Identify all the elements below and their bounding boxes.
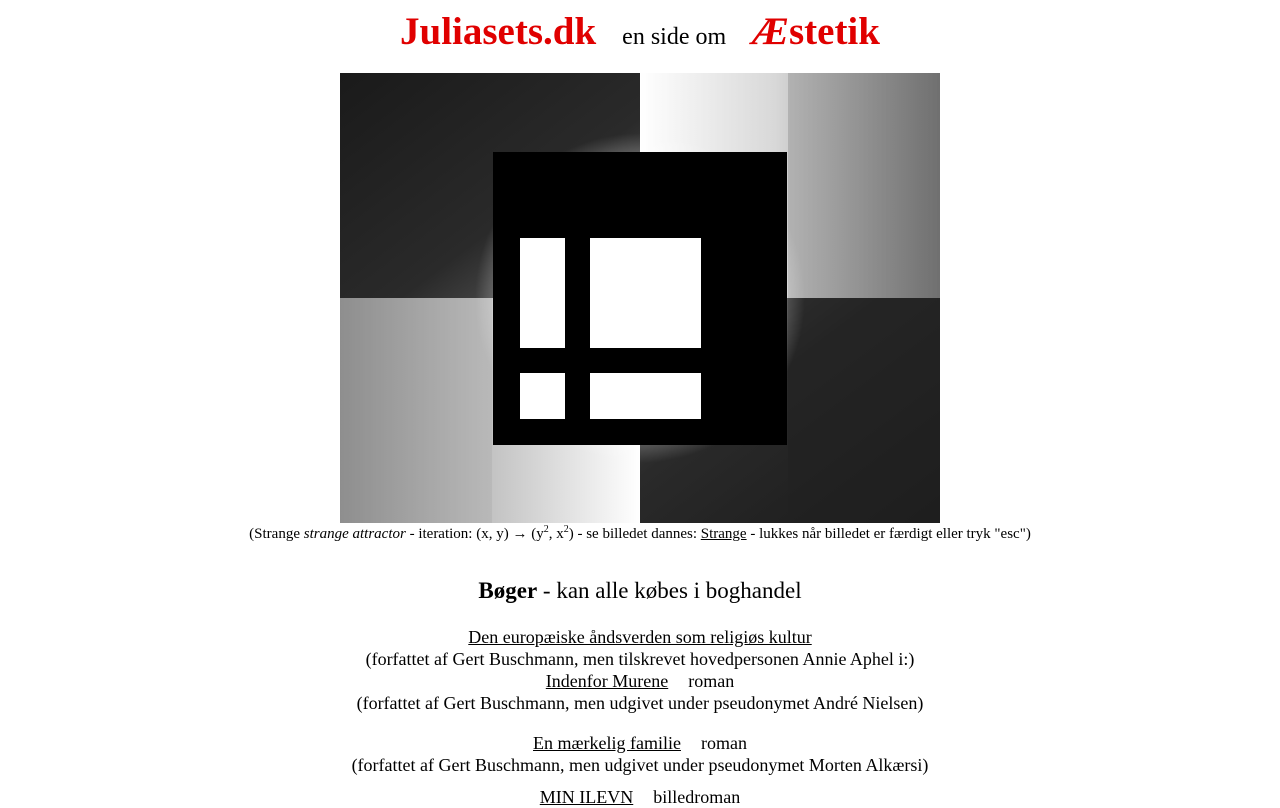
caption-iteration: - iteration: (x, y) — [405, 526, 513, 542]
site-subtitle: en side om — [622, 24, 727, 50]
image-caption — [0, 524, 1280, 543]
strange-attractor-graphic — [340, 73, 940, 523]
strange-attractor-image — [340, 73, 940, 523]
caption-rest: - lukkes når billedet er færdigt eller tryk "esc") — [746, 526, 1031, 542]
caption-formula-end: ) - se billedet dannes: — [568, 526, 701, 542]
caption-formula-mid: , x — [548, 526, 564, 542]
book-link[interactable]: En mærkelig familie — [533, 733, 681, 753]
book-link[interactable]: Indenfor Murene — [545, 671, 669, 691]
books-heading — [0, 578, 1280, 604]
superscript-2: 2 — [563, 524, 569, 535]
site-header — [0, 8, 1280, 64]
caption-formula-start: (y — [527, 526, 544, 542]
book-entry — [0, 786, 1280, 808]
books-heading-bold: Bøger — [478, 578, 538, 603]
book-note: (forfattet af Gert Buschmann, men tilskrevet hovedpersonen Annie Aphel i:) — [365, 649, 915, 669]
book-note: (forfattet af Gert Buschmann, men udgivet under pseudonymet Morten Alkærsi) — [351, 755, 929, 775]
books-heading-rest: - kan alle købes i boghandel — [537, 578, 802, 603]
book-entry — [0, 626, 1280, 714]
book-entry — [0, 732, 1280, 776]
topic-title-rest: stetik — [788, 10, 880, 53]
topic-title-first-letter: Æ — [752, 10, 789, 53]
caption-italic: strange attractor — [303, 526, 406, 542]
strange-link[interactable]: Strange — [700, 526, 747, 542]
book-type: billedroman — [653, 787, 741, 807]
topic-title — [752, 10, 880, 53]
arrow-icon: → — [512, 526, 528, 542]
caption-open: (Strange — [249, 526, 304, 542]
book-link[interactable]: MIN ILEVN — [539, 787, 634, 807]
site-title: Juliasets.dk — [400, 10, 597, 53]
superscript-2: 2 — [543, 524, 549, 535]
book-link[interactable]: Den europæiske åndsverden som religiøs kultur — [468, 627, 812, 647]
book-note: (forfattet af Gert Buschmann, men udgivet under pseudonymet André Nielsen) — [356, 693, 924, 713]
book-type: roman — [700, 733, 747, 753]
book-type: roman — [688, 671, 735, 691]
